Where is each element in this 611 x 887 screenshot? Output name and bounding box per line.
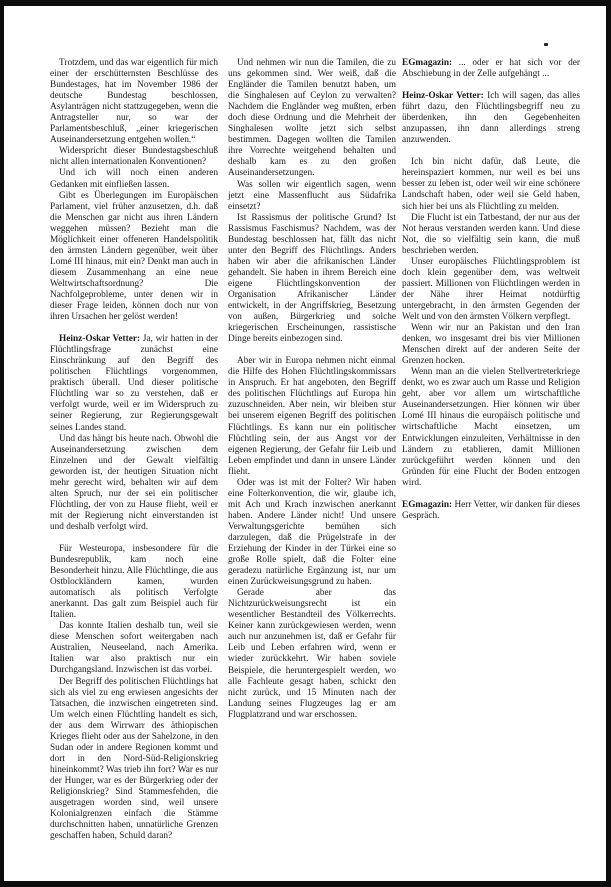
paragraph (402, 91, 580, 146)
paragraph-text: Herr Vetter, wir danken für dieses Gespräch. (402, 499, 580, 521)
paragraph (50, 544, 218, 621)
scan-border-bottom (0, 881, 611, 887)
scan-border-left (0, 0, 4, 887)
paragraph-text: Das konnte Italien deshalb tun, weil sie diese Menschen sofort weitergaben nach Australien, Neuseeland, nach Amerika. Italien war also praktisch nur ein Durchgangsland. Inzwischen ist das vorbei. (50, 621, 218, 676)
paragraph (50, 168, 218, 190)
paragraph (228, 58, 396, 180)
paragraph (402, 213, 580, 257)
paragraph-text: Aber wir in Europa nehmen nicht einmal die Hilfe des Hohen Flüchtlingskommissars in Anspruch. Er hat angeboten, den Begriff des politischen Flüchtlings auf Europa hin zuzuschneiden. Aber nein, wir bleiben stur bei unserem eigenen Begriff des politischen Flüchtlings. Es kann nur ein politischer Flüchtling sein, der aus Angst vor der eigenen Regierung, der Gefahr für Leib und Leben empfindet und dann in unsere Länder flieht. (228, 356, 396, 477)
scan-speck (544, 43, 548, 46)
paragraph-text: Unser europäisches Flüchtlingsproblem ist doch klein gegenüber dem, was weltweit passiert. Millionen von Flüchtlingen werden in der Nähe ihrer Heimat notdürftig untergebracht, in den ärmsten Gegenden der Welt und von den ärmsten Völkern verpflegt. (402, 256, 580, 322)
paragraph-text: Trotzdem, und das war eigentlich für mich einer der erschütternsten Beschlüsse des Bundestages, hat im November 1986 der deutsche Bundestag beschlossen, Asylanträgen nicht stattzugegeben, wenn die Antragsteller nur, so war der Parlamentsbeschluß, „einer kriegerischen Auseinandersetzung entgehen wollen.“ (50, 58, 218, 146)
paragraph-text: Was sollen wir eigentlich sagen, wenn jetzt eine Massenflucht aus Südafrika einsetzt? (228, 179, 396, 212)
paragraph-text: Der Begriff des politischen Flüchtlings hat sich als viel zu eng erwiesen angesichts der Tatsachen, die inzwischen eingetreten sind. Um welch einen Flüchtling handelt es sich, der aus dem Wirrwarr des äthiopischen Krieges flieht oder aus der Sahelzone, in den Sudan oder in andere Regionen kommt und dort in den Nord-Süd-Religionskrieg hineinkommt? Was trieb ihn fort? War es nur der Hunger, war es der Bürgerkrieg oder der Religionskrieg? Sind Stammesfehden, die ausgetragen worden sind, weil unsere Kolonialgrenzen einfach die Stämme durchschnitten haben, unnatürliche Grenzen geschaffen haben, Schuld daran? (50, 676, 218, 842)
speaker-label: EGmagazin: (402, 58, 453, 68)
speaker-label: EGmagazin: (402, 499, 453, 510)
paragraph (50, 677, 218, 843)
paragraph (50, 621, 218, 676)
paragraph (50, 58, 218, 146)
paragraph-text: ... oder er hat sich vor der Abschiebung in der Zelle aufgehängt ... (402, 58, 580, 80)
paragraph (402, 58, 580, 80)
paragraph (228, 356, 396, 478)
paragraph-text: Und ich will noch einen anderen Gedanken mit einfließen lassen. (50, 168, 218, 190)
paragraph (50, 191, 218, 324)
paragraph-text: Widerspricht dieser Bundestagsbeschluß nicht allen internationalen Konventionen? (50, 146, 218, 168)
paragraph-text: Gibt es Überlegungen im Europäischen Parlament, viel früher anzusetzen, d.h. daß die Menschen gar nicht aus ihren Ländern weggehen müssen? Bezieht man die Möglichkeit einer offeneren Handelspolitik den ärmsten Ländern gegenüber, weit über Lomé III hinaus, mit ein? Denkt man auch in diesem Zusammenhang an eine neue Weltwirtschaftsordnung? Die Nachfolgeprobleme, unter denen wir in dieser Frage leiden, können doch nur von ihren Ursachen her gelöst werden! (50, 190, 218, 323)
speaker-label: Heinz-Oskar Vetter: (402, 91, 484, 102)
scan-border-right (606, 0, 611, 887)
paragraph-text: Für Westeuropa, insbesondere für die Bundesrepublik, kam noch eine Besonderheit hinzu. Alle Flüchtlinge, die aus Ostblockländern kamen, wurden automatisch als politisch Verfolgte anerkannt. Das galt zum Beispiel auch für Italien. (50, 543, 218, 621)
paragraph-text: Gerade aber das Nichtzurückweisungsrecht ist ein wesentlicher Bestandteil des Völkerrechts. Keiner kann zurückgewiesen werden, wenn auch nur anzunehmen ist, daß er Gefahr für Leib und Leben erfahren wird, wenn er wieder zurückkehrt. Wir haben soviele Beispiele, die heruntergespielt werden, wo alle Fachleute gesagt haben, schickt den nicht zurück, und 15 Minuten nach der Landung seines Flugzeuges lag er am Flugplatzrand und war erschossen. (228, 588, 396, 720)
paragraph-text: Und das hängt bis heute nach. Obwohl die Auseinandersetzung zwischen dem Einzelnen und der Gewalt vielfältig geworden ist, der heutigen Situation nicht mehr gerecht wird, behalten wir auf dem alten Spruch, nur der sei ein politischer Flüchtling, der von zu Hause flieht, weil er mit der Regierung nicht einverstanden ist und deshalb verfolgt wird. (50, 433, 218, 532)
paragraph (228, 213, 396, 346)
paragraph (402, 257, 580, 323)
paragraph (50, 334, 218, 433)
paragraph (228, 180, 396, 213)
paragraph (402, 323, 580, 367)
paragraph-text: Ist Rassismus der politische Grund? Ist Rassismus Faschismus? Nachdem, was der Bundestag beschlossen hat, fällt das nicht unter den Begriff des Flüchtlings. Anders haben wir aber die afrikanischen Länder gehandelt. Sie haben in ihrem Bereich eine eigene Flüchtlingskonvention der Organisation Afrikanischer Länder entwickelt, in der Angriffskrieg, Besetzung von außen, Bürgerkrieg und solche kriegerischen Erscheinungen, rassistische Dinge bereits einbezogen sind. (228, 212, 396, 345)
paragraph-text: Und nehmen wir nun die Tamilen, die zu uns gekommen sind. Wer weiß, daß die Engländer die Tamilen benutzt haben, um die Singhalesen auf Ceylon zu verwalten? Nachdem die Engländer weg mußten, erben doch diese Ordnung und die Mehrheit der Singhalesen wollte jetzt sich selbst bestimmen. Dagegen wollten die Tamilen ihre Vorrechte weitgehend behalten und deshalb kam es zu den großen Auseinandersetzungen. (228, 58, 396, 179)
paragraph (402, 500, 580, 522)
paragraph-text: Wenn man an die vielen Stellvertreterkriege denkt, wo es zwar auch um Rasse und Religion geht, aber vor allem um wirtschaftliche Auseinandersetzungen. Hier können wir über Lomé III hinaus die europäisch politische und wirtschaftliche Macht einsetzen, um Entwicklungen einzuleiten, Verhältnisse in den Ländern zu etablieren, damit Millionen zurückgeführt werden können und den Gründen für eine Flucht der Boden entzogen wird. (402, 367, 580, 488)
speaker-label: Heinz-Oskar Vetter: (59, 334, 141, 345)
paragraph (50, 434, 218, 533)
paragraph-text: Wenn wir nur an Pakistan und den Iran denken, wo insgesamt drei bis vier Millionen Menschen direkt auf der anderen Seite der Grenzen hocken. (402, 323, 580, 367)
text-column-3 (402, 58, 580, 522)
paragraph (228, 588, 396, 721)
text-column-1 (50, 58, 218, 842)
paragraph (402, 367, 580, 489)
paragraph-text: Oder was ist mit der Folter? Wir haben eine Folterkonvention, die wir, glaube ich, mit Ach und Krach inzwischen anerkannt haben. Andere Länder nicht! Und unsere Verwaltungsgerichte bemühen sich darzulegen, daß die Prügelstrafe in der Erziehung der Kinder in der Türkei eine so große Rolle spielt, daß die Folter eine geradezu natürliche Ergänzung ist, nur um einen Zurückweisungsgrund zu haben. (228, 477, 396, 588)
text-column-2 (228, 58, 396, 721)
paragraph (228, 478, 396, 588)
paragraph (50, 146, 218, 168)
paragraph-text: Die Flucht ist ein Tatbestand, der nur aus der Not heraus verstanden werden kann. Und diese Not, die so vielfältig sein kann, die muß beschrieben werden. (402, 212, 580, 256)
paragraph-text: Ich will sagen, das alles führt dazu, den Flüchtlingsbegriff neu zu überdenken, ihn den Gegebenheiten anzupassen, ihn dann allerdings streng anzuwenden. (402, 91, 580, 146)
paragraph-text: Ich bin nicht dafür, daß Leute, die hereinspaziert kommen, nur weil es bei uns besser zu leben ist, oder weil wir eine schönere Landschaft haben, oder weil sie Geld haben, sich hier bei uns als Flüchtling zu melden. (402, 157, 580, 212)
paragraph-text: Ja, wir hatten in der Flüchtlingsfrage zunächst eine Einschränkung auf den Begriff des politischen Flüchtlings vorgenommen, praktisch überall. Und dieser politische Flüchtling war so zu verstehen, daß er verfolgt wurde, weil er im Widerspruch zu seiner Regierung, zur Regierungsgewalt seines Landes stand. (50, 334, 218, 433)
scan-border-top (0, 0, 611, 6)
paragraph (402, 157, 580, 212)
